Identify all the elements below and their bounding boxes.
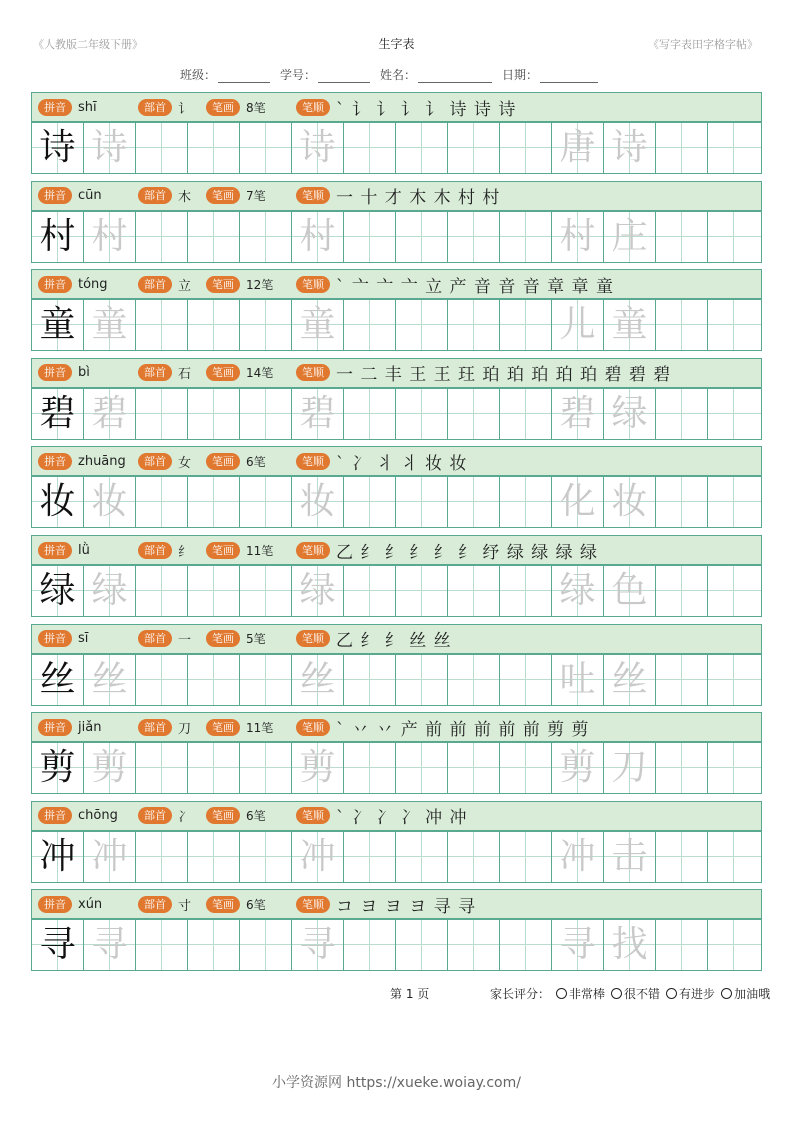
empty-practice-cell[interactable]	[448, 743, 500, 793]
model-character[interactable]: 碧	[32, 389, 84, 439]
empty-practice-cell[interactable]	[656, 655, 708, 705]
word-character[interactable]: 吐	[552, 655, 604, 705]
writing-grid	[31, 122, 762, 174]
word-character[interactable]: 找	[604, 920, 656, 970]
trace-character[interactable]: 村	[292, 212, 344, 262]
empty-practice-cell[interactable]	[344, 123, 396, 173]
pinyin-value: sī	[78, 631, 89, 647]
empty-practice-cell[interactable]	[188, 743, 240, 793]
pinyin-value: lǜ	[78, 542, 90, 558]
empty-practice-cell[interactable]	[396, 212, 448, 262]
character-info-strip	[31, 92, 762, 122]
empty-practice-cell[interactable]	[240, 123, 292, 173]
radical-value: 寸	[178, 898, 192, 914]
empty-practice-cell[interactable]	[396, 300, 448, 350]
stroke-order-sequence: ` 冫 冫 冫 冲 冲	[336, 808, 468, 829]
pinyin-badge: 拼音	[38, 719, 72, 736]
stroke-count-badge: 笔画	[206, 187, 240, 204]
empty-practice-cell[interactable]	[344, 743, 396, 793]
empty-practice-cell[interactable]	[240, 743, 292, 793]
stroke-order-badge: 笔顺	[296, 99, 330, 116]
trace-character[interactable]: 寻	[84, 920, 136, 970]
stroke-order-badge: 笔顺	[296, 187, 330, 204]
trace-character[interactable]: 妆	[84, 477, 136, 527]
stroke-count-badge: 笔画	[206, 542, 240, 559]
stroke-order-sequence: ` 讠 讠 讠 讠 诗 诗 诗	[336, 99, 517, 120]
word-character[interactable]: 剪	[552, 743, 604, 793]
radical-badge: 部首	[138, 807, 172, 824]
trace-character[interactable]: 冲	[292, 832, 344, 882]
pinyin-value: tóng	[78, 276, 108, 292]
empty-practice-cell[interactable]	[500, 300, 552, 350]
character-info-strip	[31, 624, 762, 654]
header-right-title: 《写字表田字格字帖》	[648, 38, 758, 51]
model-character[interactable]: 村	[32, 212, 84, 262]
empty-practice-cell[interactable]	[396, 655, 448, 705]
pinyin-value: jiǎn	[78, 719, 102, 735]
empty-practice-cell[interactable]	[656, 477, 708, 527]
character-info-strip	[31, 535, 762, 565]
pinyin-value: chōng	[78, 808, 118, 824]
writing-grid	[31, 299, 762, 351]
empty-practice-cell[interactable]	[500, 566, 552, 616]
header-left-title: 《人教版二年级下册》	[33, 38, 143, 51]
empty-practice-cell[interactable]	[656, 123, 708, 173]
empty-practice-cell[interactable]	[344, 566, 396, 616]
empty-practice-cell[interactable]	[656, 389, 708, 439]
empty-practice-cell[interactable]	[344, 832, 396, 882]
model-character[interactable]: 丝	[32, 655, 84, 705]
trace-character[interactable]: 碧	[292, 389, 344, 439]
empty-practice-cell[interactable]	[396, 389, 448, 439]
stroke-order-badge: 笔顺	[296, 276, 330, 293]
empty-practice-cell[interactable]	[396, 566, 448, 616]
parent-evaluation	[490, 985, 770, 1002]
character-info-strip	[31, 712, 762, 742]
trace-character[interactable]: 绿	[84, 566, 136, 616]
trace-character[interactable]: 丝	[292, 655, 344, 705]
page-number: 第 1 页	[390, 987, 430, 1001]
empty-practice-cell[interactable]	[344, 477, 396, 527]
radical-value: 立	[178, 278, 192, 294]
empty-practice-cell[interactable]	[240, 300, 292, 350]
empty-practice-cell[interactable]	[656, 566, 708, 616]
empty-practice-cell[interactable]	[708, 743, 761, 793]
empty-practice-cell[interactable]	[396, 123, 448, 173]
word-character[interactable]: 庄	[604, 212, 656, 262]
stroke-count-value: 14笔	[246, 366, 274, 381]
stroke-order-badge: 笔顺	[296, 542, 330, 559]
empty-practice-cell[interactable]	[136, 389, 188, 439]
model-character[interactable]: 冲	[32, 832, 84, 882]
word-character[interactable]: 丝	[604, 655, 656, 705]
class-field[interactable]	[180, 66, 270, 83]
empty-practice-cell[interactable]	[344, 389, 396, 439]
word-character[interactable]: 冲	[552, 832, 604, 882]
stroke-count-badge: 笔画	[206, 99, 240, 116]
empty-practice-cell[interactable]	[708, 477, 761, 527]
radical-badge: 部首	[138, 453, 172, 470]
word-character[interactable]: 唐	[552, 123, 604, 173]
trace-character[interactable]: 诗	[292, 123, 344, 173]
empty-practice-cell[interactable]	[708, 389, 761, 439]
word-character[interactable]: 儿	[552, 300, 604, 350]
writing-grid	[31, 565, 762, 617]
stroke-order-sequence: ` 亠 亠 亠 立 产 音 音 音 章 章 童	[336, 276, 614, 297]
empty-practice-cell[interactable]	[708, 920, 761, 970]
trace-character[interactable]: 剪	[292, 743, 344, 793]
pinyin-badge: 拼音	[38, 630, 72, 647]
empty-practice-cell[interactable]	[136, 832, 188, 882]
radical-badge: 部首	[138, 364, 172, 381]
writing-grid	[31, 919, 762, 971]
trace-character[interactable]: 寻	[292, 920, 344, 970]
word-character[interactable]: 村	[552, 212, 604, 262]
site-watermark: 小学资源网 https://xueke.woiay.com/	[272, 1075, 521, 1091]
writing-grid	[31, 211, 762, 263]
class-label: 班级：	[180, 68, 217, 82]
trace-character[interactable]: 村	[84, 212, 136, 262]
empty-practice-cell[interactable]	[344, 212, 396, 262]
empty-practice-cell[interactable]	[448, 389, 500, 439]
stroke-count-value: 6笔	[246, 809, 266, 824]
pinyin-value: cūn	[78, 188, 102, 204]
word-character[interactable]: 绿	[604, 389, 656, 439]
empty-practice-cell[interactable]	[188, 477, 240, 527]
radio-circle-icon	[666, 988, 677, 999]
writing-grid	[31, 388, 762, 440]
empty-practice-cell[interactable]	[656, 920, 708, 970]
word-character[interactable]: 碧	[552, 389, 604, 439]
trace-character[interactable]: 绿	[292, 566, 344, 616]
radical-badge: 部首	[138, 719, 172, 736]
empty-practice-cell[interactable]	[136, 123, 188, 173]
empty-practice-cell[interactable]	[708, 300, 761, 350]
word-character[interactable]: 刀	[604, 743, 656, 793]
character-info-strip	[31, 801, 762, 831]
name-field[interactable]	[380, 66, 492, 83]
radical-badge: 部首	[138, 187, 172, 204]
empty-practice-cell[interactable]	[240, 566, 292, 616]
trace-character[interactable]: 丝	[84, 655, 136, 705]
empty-practice-cell[interactable]	[448, 920, 500, 970]
empty-practice-cell[interactable]	[500, 743, 552, 793]
radical-value: 冫	[178, 810, 192, 826]
stroke-order-sequence: 一 十 才 木 木 村 村	[336, 188, 501, 209]
character-info-strip	[31, 889, 762, 919]
name-label: 姓名：	[380, 68, 417, 82]
eval-option-good[interactable]: 很不错	[611, 985, 660, 1002]
empty-practice-cell[interactable]	[188, 300, 240, 350]
character-info-strip	[31, 269, 762, 299]
empty-practice-cell[interactable]	[656, 212, 708, 262]
empty-practice-cell[interactable]	[708, 566, 761, 616]
radio-circle-icon	[721, 988, 732, 999]
student-number-field[interactable]	[280, 66, 370, 83]
stroke-count-badge: 笔画	[206, 896, 240, 913]
empty-practice-cell[interactable]	[448, 566, 500, 616]
empty-practice-cell[interactable]	[396, 743, 448, 793]
trace-character[interactable]: 剪	[84, 743, 136, 793]
empty-practice-cell[interactable]	[188, 389, 240, 439]
stroke-count-badge: 笔画	[206, 630, 240, 647]
empty-practice-cell[interactable]	[448, 477, 500, 527]
pinyin-value: xún	[78, 896, 103, 912]
stroke-count-badge: 笔画	[206, 719, 240, 736]
pinyin-badge: 拼音	[38, 276, 72, 293]
empty-practice-cell[interactable]	[136, 477, 188, 527]
stroke-order-badge: 笔顺	[296, 807, 330, 824]
radical-badge: 部首	[138, 276, 172, 293]
empty-practice-cell[interactable]	[708, 212, 761, 262]
stroke-count-value: 11笔	[246, 720, 274, 735]
empty-practice-cell[interactable]	[240, 920, 292, 970]
stroke-count-value: 12笔	[246, 277, 274, 292]
empty-practice-cell[interactable]	[656, 300, 708, 350]
empty-practice-cell[interactable]	[396, 832, 448, 882]
eval-option-excellent[interactable]: 非常棒	[556, 985, 605, 1002]
radical-value: 讠	[178, 101, 192, 117]
empty-practice-cell[interactable]	[136, 655, 188, 705]
character-info-strip	[31, 446, 762, 476]
empty-practice-cell[interactable]	[344, 300, 396, 350]
stroke-order-sequence: 乙 纟 纟 丝 丝	[336, 631, 452, 652]
empty-practice-cell[interactable]	[708, 123, 761, 173]
stroke-count-badge: 笔画	[206, 807, 240, 824]
writing-grid	[31, 831, 762, 883]
pinyin-badge: 拼音	[38, 453, 72, 470]
parent-evaluation-label: 家长评分：	[490, 987, 551, 1001]
word-character[interactable]: 击	[604, 832, 656, 882]
empty-practice-cell[interactable]	[708, 655, 761, 705]
trace-character[interactable]: 童	[292, 300, 344, 350]
stroke-count-badge: 笔画	[206, 364, 240, 381]
empty-practice-cell[interactable]	[500, 123, 552, 173]
stroke-order-sequence: 一 二 丰 王 王 玨 珀 珀 珀 珀 珀 碧 碧 碧	[336, 365, 672, 386]
stroke-order-badge: 笔顺	[296, 896, 330, 913]
radio-circle-icon	[611, 988, 622, 999]
empty-practice-cell[interactable]	[136, 743, 188, 793]
writing-grid	[31, 742, 762, 794]
pinyin-value: zhuāng	[78, 453, 126, 469]
radical-value: 刀	[178, 721, 192, 737]
stroke-order-sequence: ` 冫 丬 丬 妆 妆	[336, 453, 468, 474]
empty-practice-cell[interactable]	[188, 123, 240, 173]
empty-practice-cell[interactable]	[500, 832, 552, 882]
word-character[interactable]: 童	[604, 300, 656, 350]
student-number-label: 学号：	[280, 68, 317, 82]
empty-practice-cell[interactable]	[448, 300, 500, 350]
stroke-order-badge: 笔顺	[296, 364, 330, 381]
empty-practice-cell[interactable]	[396, 477, 448, 527]
empty-practice-cell[interactable]	[240, 477, 292, 527]
empty-practice-cell[interactable]	[396, 920, 448, 970]
empty-practice-cell[interactable]	[500, 655, 552, 705]
trace-character[interactable]: 碧	[84, 389, 136, 439]
eval-option-progress[interactable]: 有进步	[666, 985, 715, 1002]
pinyin-badge: 拼音	[38, 896, 72, 913]
word-character[interactable]: 绿	[552, 566, 604, 616]
stroke-count-value: 5笔	[246, 632, 266, 647]
stroke-order-badge: 笔顺	[296, 630, 330, 647]
pinyin-badge: 拼音	[38, 99, 72, 116]
empty-practice-cell[interactable]	[136, 300, 188, 350]
empty-practice-cell[interactable]	[136, 920, 188, 970]
empty-practice-cell[interactable]	[188, 920, 240, 970]
empty-practice-cell[interactable]	[240, 212, 292, 262]
pinyin-badge: 拼音	[38, 187, 72, 204]
radical-badge: 部首	[138, 99, 172, 116]
stroke-order-sequence: ` 丷 丷 产 前 前 前 前 前 剪 剪	[336, 719, 590, 740]
empty-practice-cell[interactable]	[188, 566, 240, 616]
character-info-strip	[31, 181, 762, 211]
model-character[interactable]: 妆	[32, 477, 84, 527]
empty-practice-cell[interactable]	[448, 655, 500, 705]
empty-practice-cell[interactable]	[188, 832, 240, 882]
pinyin-badge: 拼音	[38, 542, 72, 559]
word-character[interactable]: 寻	[552, 920, 604, 970]
eval-option-keep-going[interactable]: 加油哦	[721, 985, 770, 1002]
empty-practice-cell[interactable]	[500, 920, 552, 970]
empty-practice-cell[interactable]	[708, 832, 761, 882]
radical-badge: 部首	[138, 630, 172, 647]
empty-practice-cell[interactable]	[240, 655, 292, 705]
model-character[interactable]: 童	[32, 300, 84, 350]
empty-practice-cell[interactable]	[448, 832, 500, 882]
writing-grid	[31, 476, 762, 528]
character-info-strip	[31, 358, 762, 388]
radical-value: 木	[178, 190, 192, 206]
radical-badge: 部首	[138, 896, 172, 913]
student-info	[180, 66, 598, 83]
empty-practice-cell[interactable]	[344, 655, 396, 705]
empty-practice-cell[interactable]	[136, 566, 188, 616]
character-row	[31, 889, 762, 1061]
radical-value: 一	[178, 633, 192, 649]
trace-character[interactable]: 冲	[84, 832, 136, 882]
empty-practice-cell[interactable]	[240, 832, 292, 882]
stroke-count-value: 6笔	[246, 454, 266, 469]
stroke-order-badge: 笔顺	[296, 453, 330, 470]
stroke-order-sequence: コ ヨ ヨ ヨ 寻 寻	[336, 896, 477, 917]
word-character[interactable]: 化	[552, 477, 604, 527]
trace-character[interactable]: 诗	[84, 123, 136, 173]
radical-value: 纟	[178, 544, 192, 560]
empty-practice-cell[interactable]	[136, 212, 188, 262]
date-label: 日期：	[502, 68, 539, 82]
page-title: 生字表	[378, 37, 415, 51]
writing-grid	[31, 654, 762, 706]
empty-practice-cell[interactable]	[448, 123, 500, 173]
trace-character[interactable]: 妆	[292, 477, 344, 527]
model-character[interactable]: 寻	[32, 920, 84, 970]
stroke-count-value: 11笔	[246, 543, 274, 558]
empty-practice-cell[interactable]	[656, 743, 708, 793]
word-character[interactable]: 妆	[604, 477, 656, 527]
trace-character[interactable]: 童	[84, 300, 136, 350]
empty-practice-cell[interactable]	[188, 655, 240, 705]
model-character[interactable]: 绿	[32, 566, 84, 616]
word-character[interactable]: 色	[604, 566, 656, 616]
radical-value: 石	[178, 367, 192, 383]
date-field[interactable]	[502, 66, 598, 83]
empty-practice-cell[interactable]	[500, 212, 552, 262]
stroke-count-badge: 笔画	[206, 453, 240, 470]
stroke-count-value: 6笔	[246, 897, 266, 912]
stroke-count-badge: 笔画	[206, 276, 240, 293]
empty-practice-cell[interactable]	[188, 212, 240, 262]
pinyin-value: bì	[78, 365, 90, 381]
radical-value: 女	[178, 455, 192, 471]
empty-practice-cell[interactable]	[656, 832, 708, 882]
empty-practice-cell[interactable]	[500, 389, 552, 439]
stroke-order-sequence: 乙 纟 纟 纟 纟 纟 纾 绿 绿 绿 绿	[336, 542, 599, 563]
model-character[interactable]: 剪	[32, 743, 84, 793]
empty-practice-cell[interactable]	[344, 920, 396, 970]
pinyin-badge: 拼音	[38, 807, 72, 824]
empty-practice-cell[interactable]	[500, 477, 552, 527]
pinyin-badge: 拼音	[38, 364, 72, 381]
word-character[interactable]: 诗	[604, 123, 656, 173]
stroke-count-value: 7笔	[246, 189, 266, 204]
pinyin-value: shī	[78, 99, 97, 115]
radio-circle-icon	[556, 988, 567, 999]
empty-practice-cell[interactable]	[448, 212, 500, 262]
stroke-count-value: 8笔	[246, 100, 266, 115]
model-character[interactable]: 诗	[32, 123, 84, 173]
stroke-order-badge: 笔顺	[296, 719, 330, 736]
empty-practice-cell[interactable]	[240, 389, 292, 439]
radical-badge: 部首	[138, 542, 172, 559]
